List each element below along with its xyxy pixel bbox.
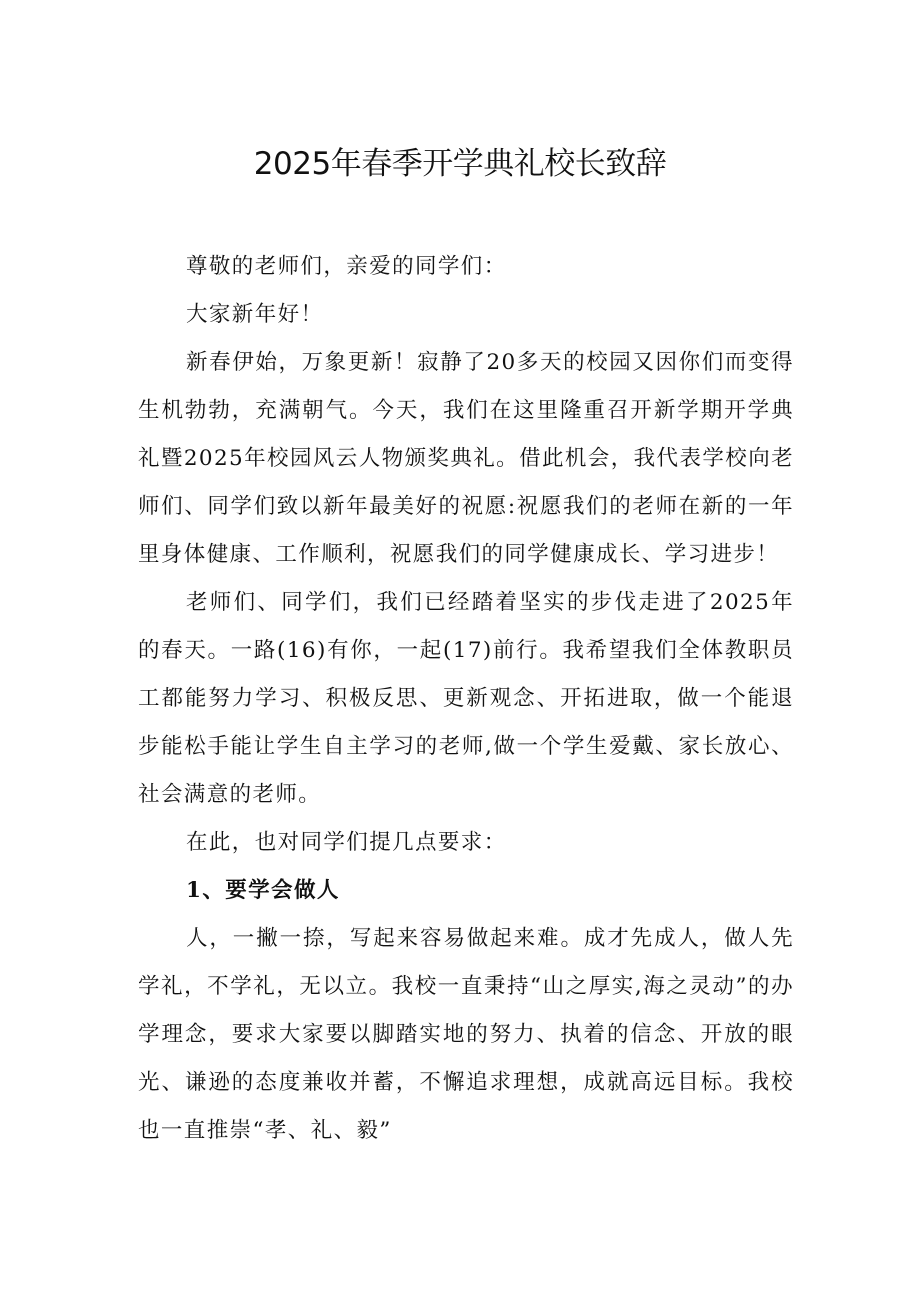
section-heading-1: 1、要学会做人	[186, 878, 340, 903]
paragraph-teachers: 老师们、同学们，我们已经踏着坚实的步伐走进了2025年的春天。一路(16)有你，一起(17)前行。我希望我们全体教职员工都能努力学习、积极反思、更新观念、开拓进取，做一个能退步能松手能让学生自主学习的老师,做一个学生爱戴、家长放心、社会满意的老师。	[138, 590, 794, 807]
document-title: 2025年春季开学典礼校长致辞	[253, 146, 667, 182]
paragraph-opening: 新春伊始，万象更新！寂静了20多天的校园又因你们而变得生机勃勃，充满朝气。今天，我们在这里隆重召开新学期开学典礼暨2025年校园风云人物颁奖典礼。借此机会，我代表学校向老师们、同学们致以新年最美好的祝愿:祝愿我们的老师在新的一年里身体健康、工作顺利，祝愿我们的同学健康成长、学习进步！	[138, 350, 794, 567]
salutation: 尊敬的老师们，亲爱的同学们：	[186, 254, 507, 279]
paragraph-learn-to-be-human: 人，一撇一捺，写起来容易做起来难。成才先成人，做人先学礼，不学礼，无以立。我校一直秉持“山之厚实,海之灵动”的办学理念，要求大家要以脚踏实地的努力、执着的信念、开放的眼光、谦逊的态度兼收并蓄，不懈追求理想，成就高远目标。我校也一直推崇“孝、礼、毅”	[138, 926, 794, 1143]
paragraph-requirements-intro: 在此，也对同学们提几点要求：	[186, 830, 507, 855]
greeting: 大家新年好！	[186, 302, 324, 327]
document-body	[138, 243, 794, 1155]
